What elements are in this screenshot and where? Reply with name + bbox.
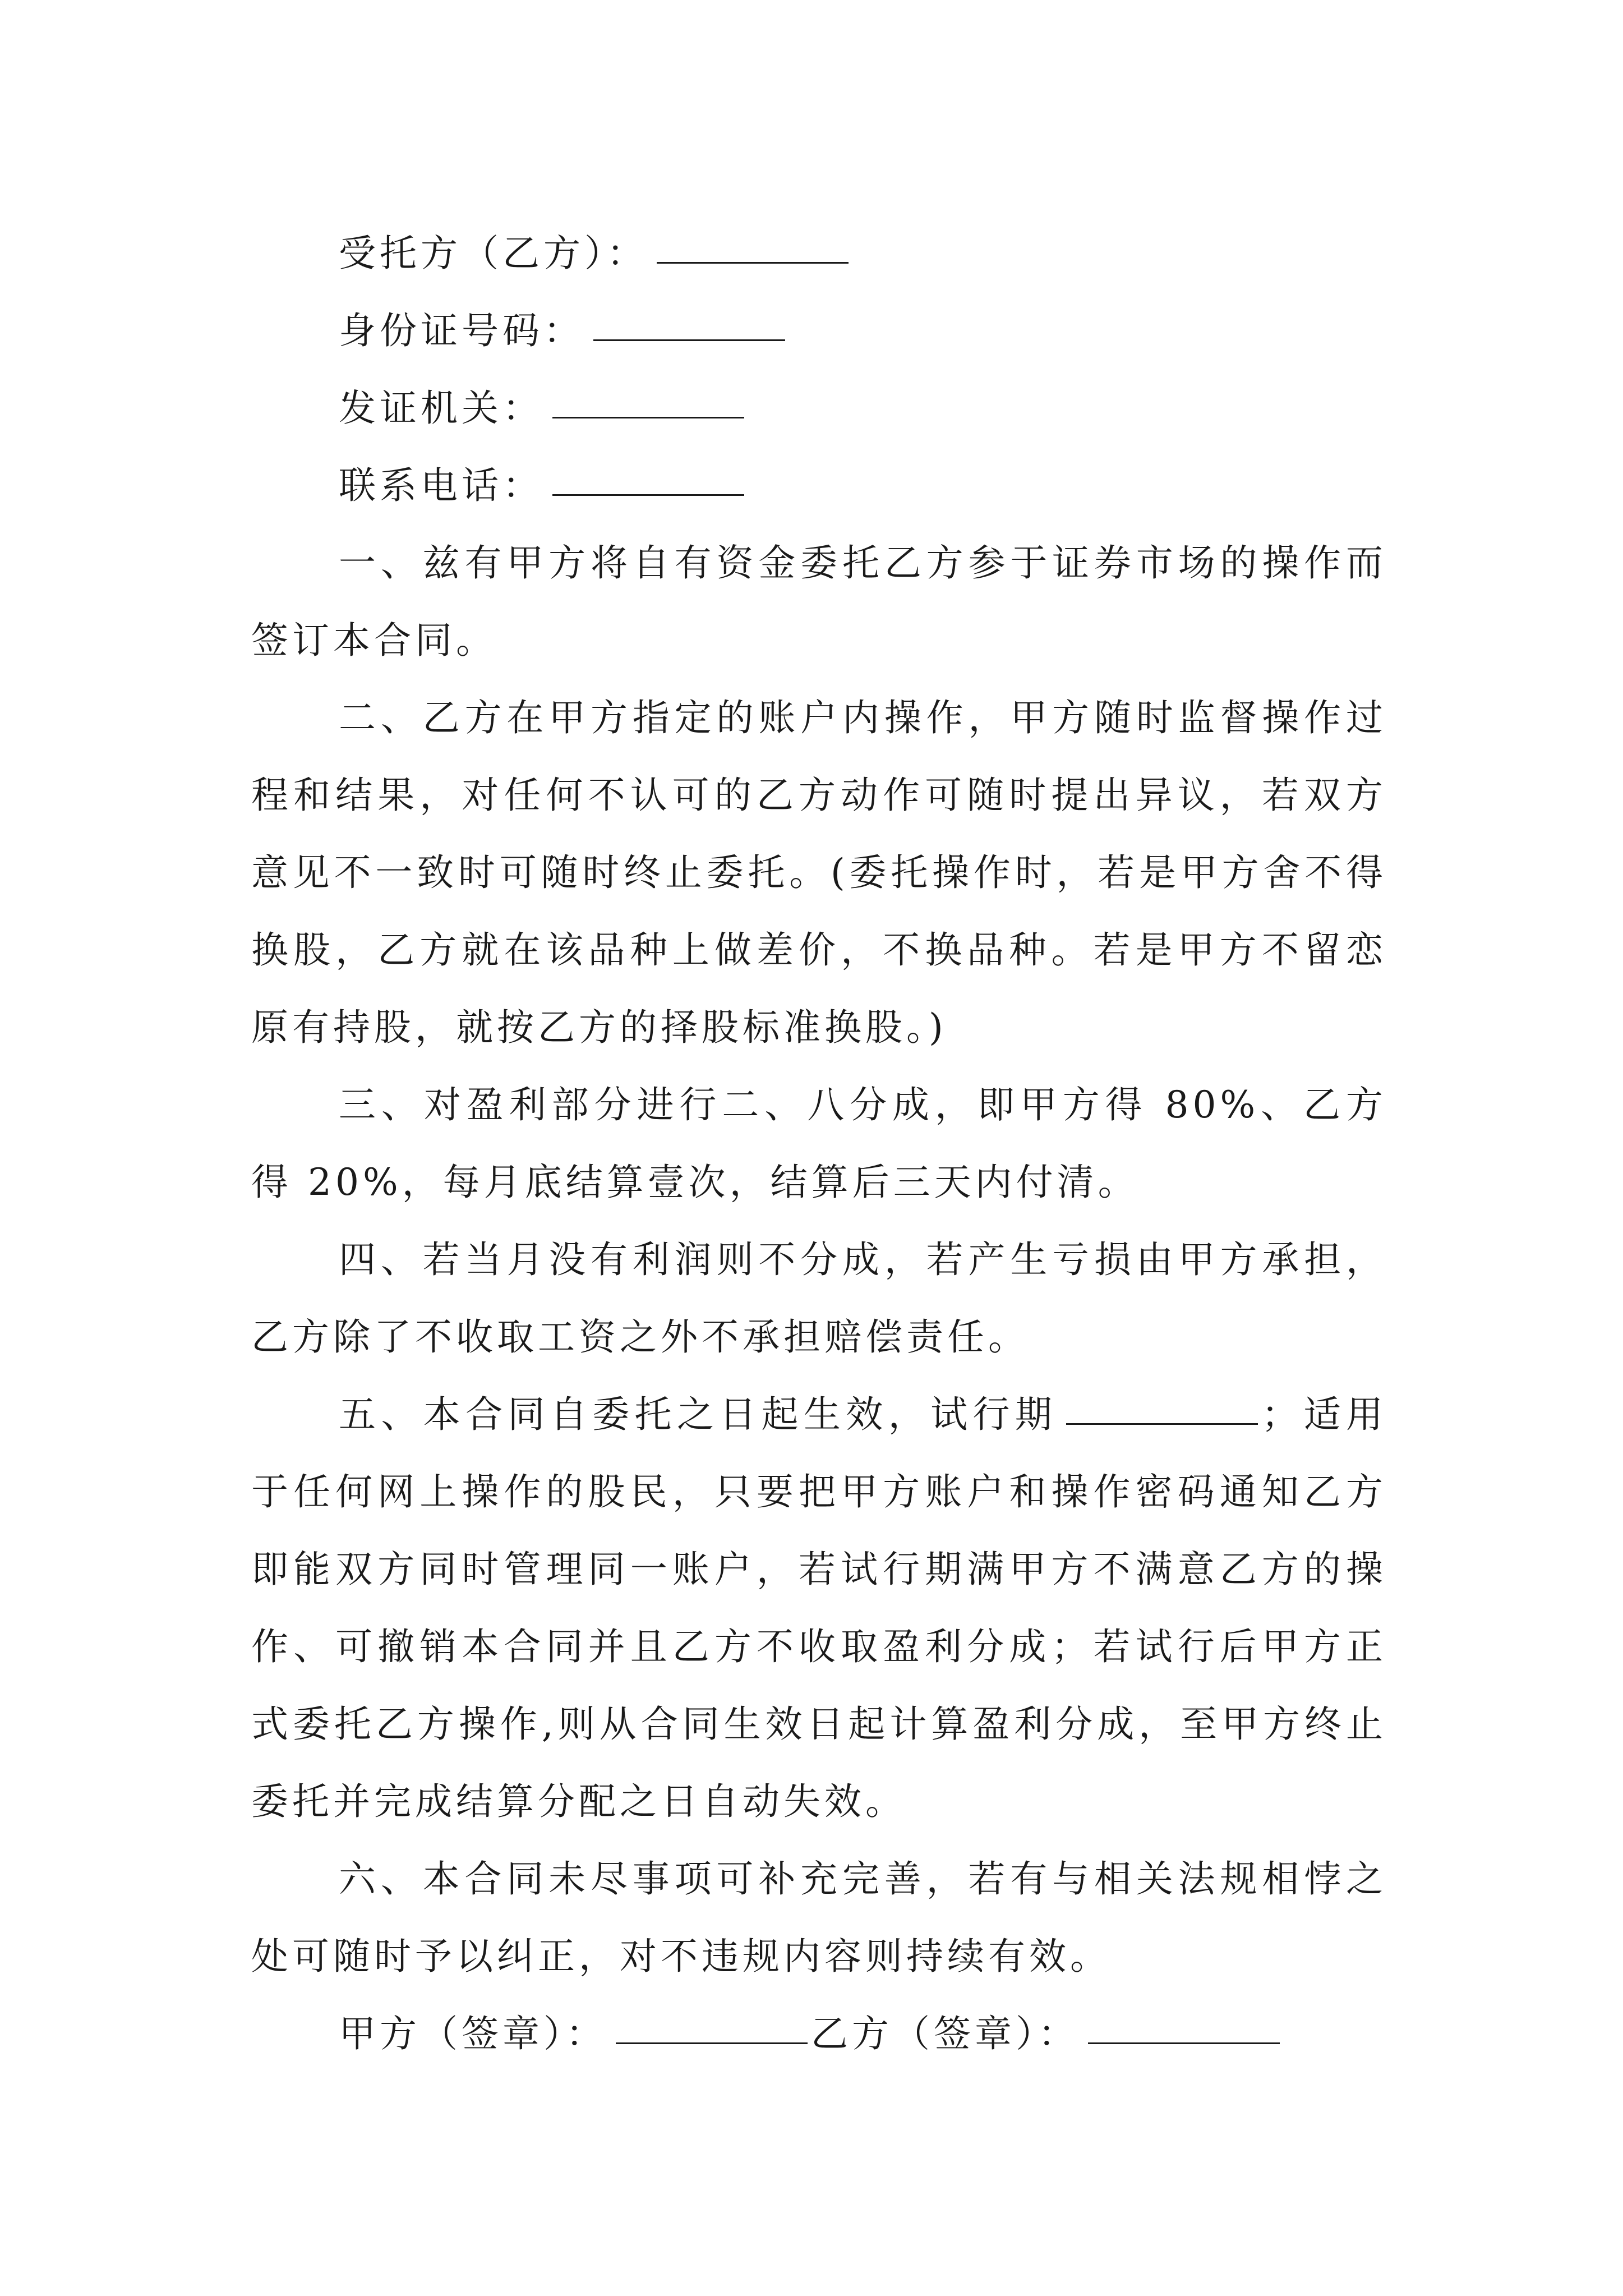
signature-line — [251, 1995, 1387, 2073]
clause-4: 四、若当月没有利润则不分成，若产生亏损由甲方承担，乙方除了不收取工资之外不承担赔偿责任。 — [251, 1238, 1387, 1359]
issuer-label: 发证机关： — [339, 386, 543, 430]
clause-5-start: 五、本合同自委托之日起生效，试行期 — [339, 1393, 1058, 1436]
trustee-line — [251, 215, 1387, 292]
party-b-signature-label: 乙方（签章）： — [811, 2012, 1079, 2055]
party-a-signature-label: 甲方（签章）： — [339, 2012, 607, 2055]
contract-page — [251, 215, 1387, 2073]
trustee-blank — [657, 259, 849, 264]
clause-1: 一、兹有甲方将自有资金委托乙方参于证券市场的操作而签订本合同。 — [251, 541, 1387, 662]
clause-5-rest: ；适用于任何网上操作的股民，只要把甲方账户和操作密码通知乙方即能双方同时管理同一账户，若试行期满甲方不满意乙方的操作、可撤销本合同并且乙方不收取盈利分成；若试行后甲方正式委托乙方操作,则从合同生效日起计算盈利分成，至甲方终止委托并完成结算分配之日自动失效。 — [251, 1393, 1387, 1823]
phone-line — [251, 447, 1387, 524]
phone-label: 联系电话： — [339, 464, 543, 507]
trial-period-blank — [1066, 1420, 1258, 1425]
clause-6: 六、本合同未尽事项可补充完善，若有与相关法规相悖之处可随时予以纠正，对不违规内容则持续有效。 — [251, 1857, 1387, 1978]
id-number-blank — [593, 336, 785, 341]
id-number-label: 身份证号码： — [339, 309, 584, 352]
id-number-line — [251, 292, 1387, 370]
issuer-line — [251, 370, 1387, 447]
clause-2: 二、乙方在甲方指定的账户内操作，甲方随时监督操作过程和结果，对任何不认可的乙方动作可随时提出异议，若双方意见不一致时可随时终止委托。(委托操作时，若是甲方舍不得换股，乙方就在该品种上做差价，不换品种。若是甲方不留恋原有持股，就按乙方的择股标准换股。) — [251, 696, 1387, 1049]
phone-blank — [552, 491, 744, 496]
party-b-signature-blank — [1088, 2039, 1280, 2044]
trustee-label: 受托方（乙方）： — [339, 232, 648, 275]
clause-3: 三、对盈利部分进行二、八分成，即甲方得 80%、乙方得 20%，每月底结算壹次，结算后三天内付清。 — [251, 1083, 1387, 1204]
party-a-signature-blank — [616, 2039, 808, 2044]
clause-5 — [251, 1376, 1387, 1841]
issuer-blank — [552, 413, 744, 418]
